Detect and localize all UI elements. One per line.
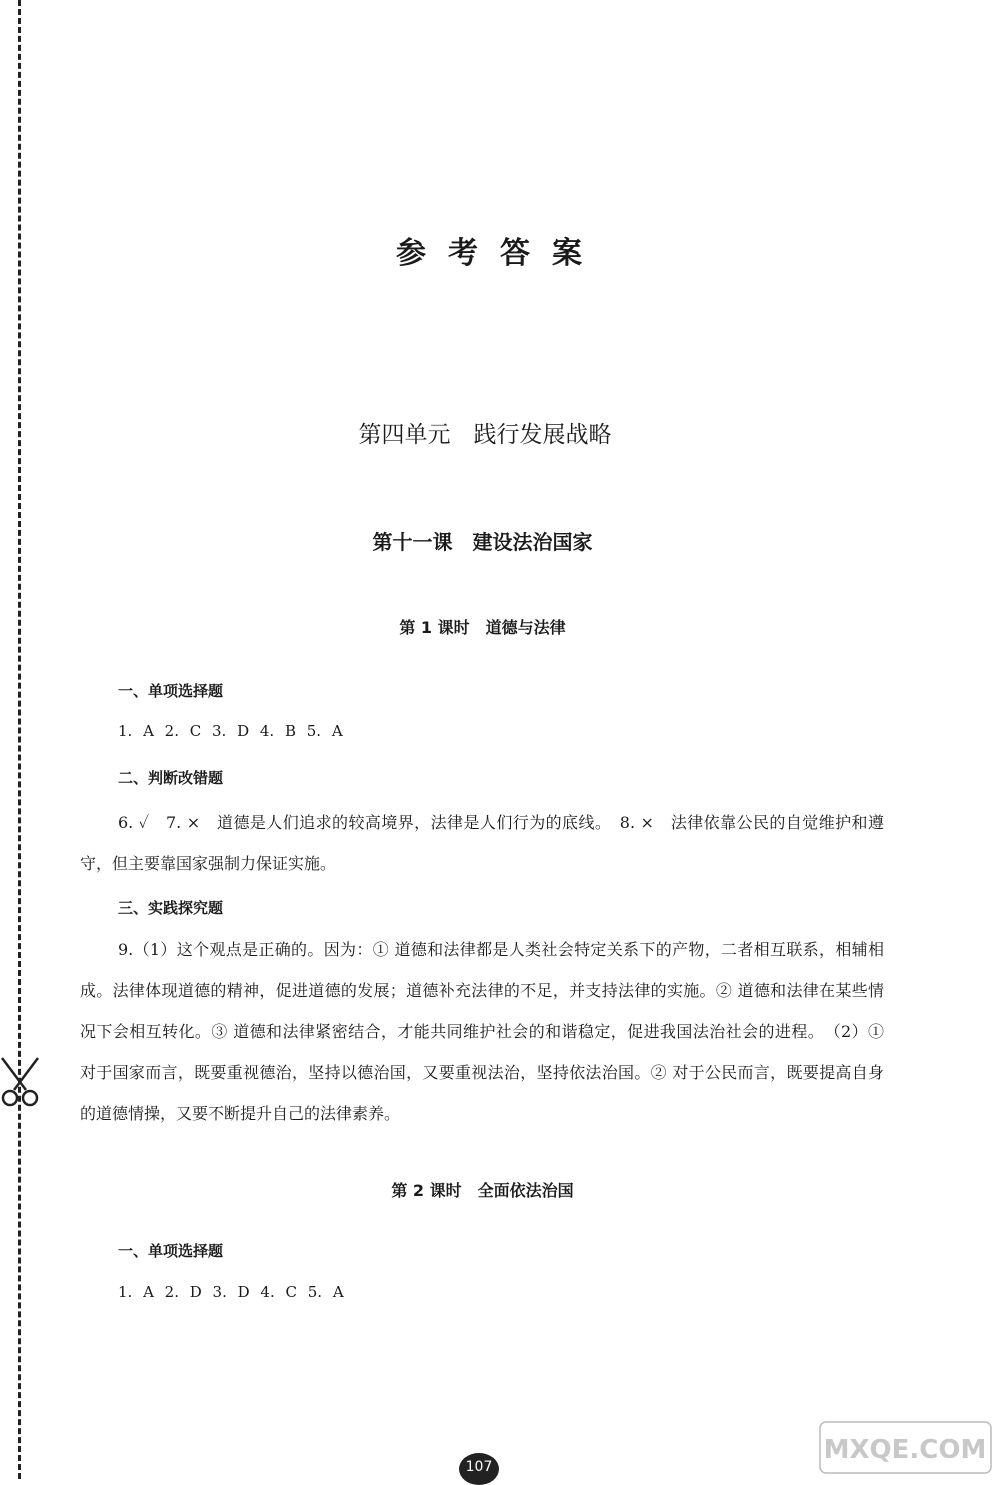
page-title: 参考答案: [396, 236, 604, 271]
lesson-heading: 第十一课 建设法治国家: [372, 530, 593, 554]
section-choice-1: 一、单项选择题: [118, 682, 224, 700]
svg-text:MXQE.COM: MXQE.COM: [823, 1435, 987, 1465]
unit-heading: 第四单元 践行发展战略: [358, 422, 612, 448]
period-1-heading: 第 1 课时 道德与法律: [399, 618, 566, 637]
period-2-heading: 第 2 课时 全面依法治国: [391, 1181, 574, 1200]
choice-answers-2: 1. A 2. D 3. D 4. C 5. A: [118, 1283, 344, 1301]
judge-answers: 6. ✓ 7. × 道德是人们追求的较高境界，法律是人们行为的底线。 8. × 法律依靠公民的自觉维护和遵守，但主要靠国家强制力保证实施。: [80, 813, 884, 873]
page-number: 107: [459, 1453, 499, 1485]
watermark-logo: [818, 1420, 993, 1475]
cut-line: [18, 0, 21, 1479]
section-judge: 二、判断改错题: [118, 769, 224, 787]
section-practice: 三、实践探究题: [118, 899, 224, 917]
practice-answers: 9.（1）这个观点是正确的。因为：① 道德和法律都是人类社会特定关系下的产物，二者相互联系，相辅相成。法律体现道德的精神，促进道德的发展；道德补充法律的不足，并支持法律的实施。② 道德和法律在某些情况下会相互转化。③ 道德和法律紧密结合，才能共同维护社会的和谐稳定，促进我国法治社会的进程。 （2）① 对于国家而言，既要重视德治，坚持以德治国，又要重视法治，坚持依法治国。② 对于公民而言，既要提高自身的道德情操，又要不断提升自己的法律素养。: [80, 940, 884, 1123]
section-choice-2: 一、单项选择题: [118, 1242, 224, 1260]
scissors-icon: [0, 1050, 40, 1110]
choice-answers-1: 1. A 2. C 3. D 4. B 5. A: [118, 722, 343, 740]
